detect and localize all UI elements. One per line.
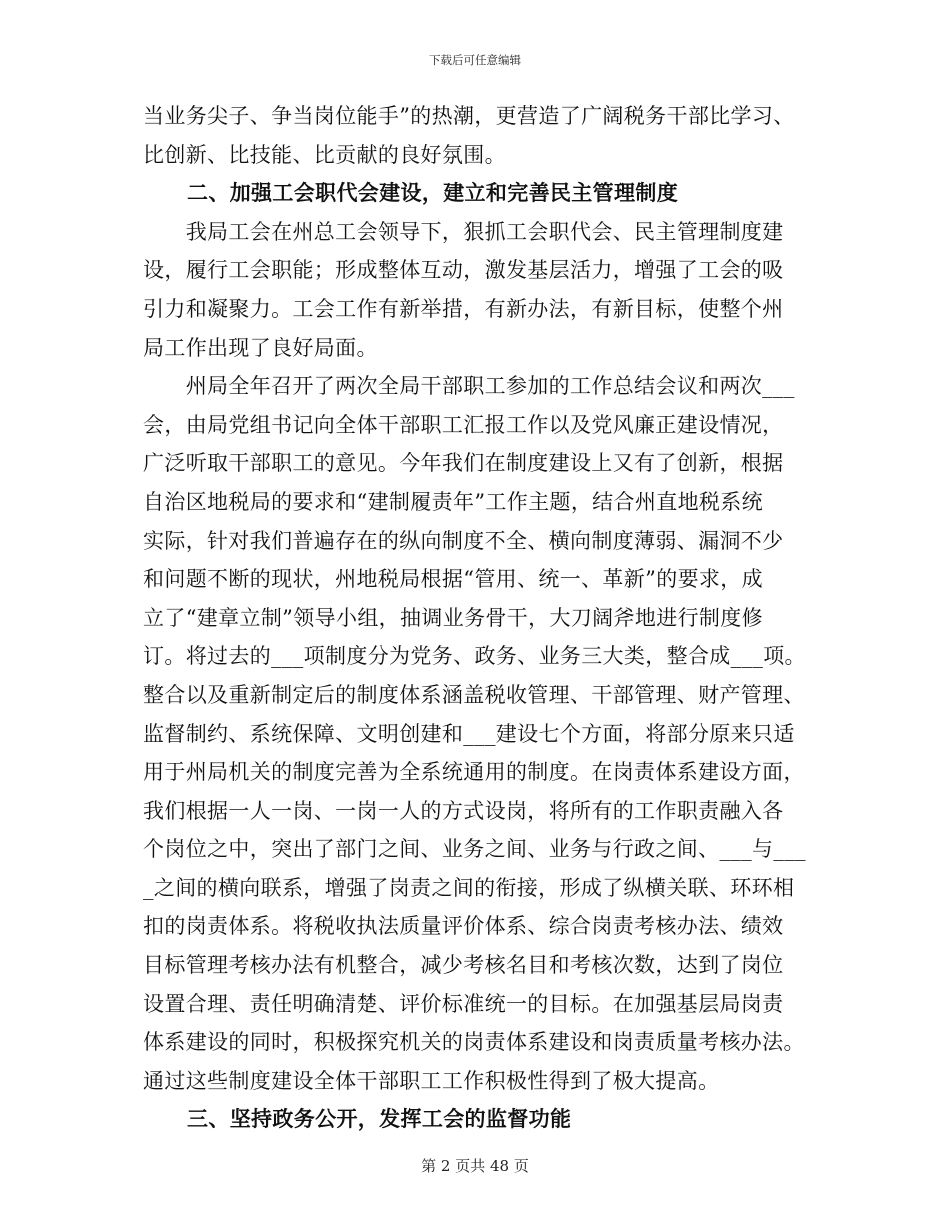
body-text-line: 通过这些制度建设全体干部职工工作积极性得到了极大提高。 <box>143 1068 720 1093</box>
section-heading: 三、坚持政务公开，发挥工会的监督功能 <box>187 1106 572 1132</box>
page-header-note: 下载后可任意编辑 <box>429 53 521 67</box>
body-text-line: 订。将过去的___项制度分为党务、政务、业务三大类，整合成___项。 <box>143 644 806 669</box>
body-text-line: 我局工会在州总工会领导下，狠抓工会职代会、民主管理制度建 <box>143 219 784 244</box>
body-text-line: 会，由局党组书记向全体干部职工汇报工作以及党风廉正建设情况， <box>143 412 784 437</box>
body-text-line: _之间的横向联系，增强了岗责之间的衔接，形成了纵横关联、环环相 <box>143 875 795 900</box>
body-text-line: 设，履行工会职能；形成整体互动，激发基层活力，增强了工会的吸 <box>143 258 784 283</box>
body-text-line: 体系建设的同时，积极探究机关的岗责体系建设和岗责质量考核办法。 <box>143 1030 805 1055</box>
body-text-line: 扣的岗责体系。将税收执法质量评价体系、综合岗责考核办法、绩效 <box>143 914 784 939</box>
body-text-line: 监督制约、系统保障、文明创建和___建设七个方面，将部分原来只适 <box>143 721 795 746</box>
body-text-line: 用于州局机关的制度完善为全系统通用的制度。在岗责体系建设方面， <box>143 760 805 785</box>
body-text-line: 整合以及重新制定后的制度体系涵盖税收管理、干部管理、财产管理、 <box>143 682 805 707</box>
body-text-line: 设置合理、责任明确清楚、评价标准统一的目标。在加强基层局岗责 <box>143 991 784 1016</box>
body-text-line: 实际，针对我们普遍存在的纵向制度不全、横向制度薄弱、漏洞不少 <box>143 528 784 553</box>
page-footer: 第 2 页共 48 页 <box>421 1157 529 1175</box>
body-text-line: 立了“建章立制”领导小组，抽调业务骨干，大刀阔斧地进行制度修 <box>143 605 763 630</box>
body-text-line: 自治区地税局的要求和“建制履责年”工作主题，结合州直地税系统 <box>143 489 763 514</box>
body-text-line: 目标管理考核办法有机整合，减少考核名目和考核次数，达到了岗位 <box>143 953 784 978</box>
section-heading: 二、加强工会职代会建设，建立和完善民主管理制度 <box>187 180 679 206</box>
body-text-line: 局工作出现了良好局面。 <box>143 335 378 360</box>
body-text-line: 广泛听取干部职工的意见。今年我们在制度建设上又有了创新，根据 <box>143 451 784 476</box>
body-text-line: 当业务尖子、争当岗位能手”的热潮，更营造了广阔税务干部比学习、 <box>143 104 795 128</box>
body-text-line: 我们根据一人一岗、一岗一人的方式设岗，将所有的工作职责融入各 <box>143 798 784 823</box>
body-text-line: 比创新、比技能、比贡献的良好氛围。 <box>143 142 506 167</box>
document-body <box>143 97 810 1139</box>
body-text-line: 和问题不断的现状，州地税局根据“管用、统一、革新”的要求，成 <box>143 567 763 592</box>
body-text-line: 个岗位之中，突出了部门之间、业务之间、业务与行政之间、___与___ <box>143 837 806 862</box>
body-text-line: 引力和凝聚力。工会工作有新举措，有新办法，有新目标，使整个州 <box>143 296 784 321</box>
body-text-line: 州局全年召开了两次全局干部职工参加的工作总结会议和两次___ <box>143 374 795 399</box>
